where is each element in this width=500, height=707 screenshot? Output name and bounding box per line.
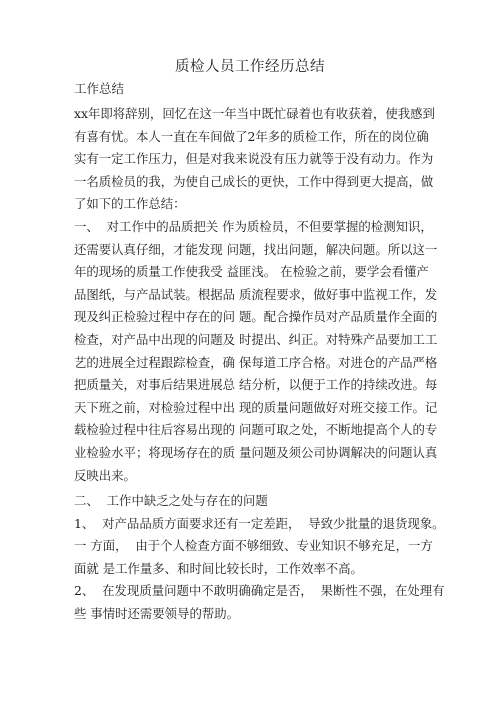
- text-line: 一名质检员的我，为使自己成长的更快，工作中得到更大提高，做: [74, 173, 434, 189]
- text-line: 二、 工作中缺乏之处与存在的问题: [74, 493, 268, 509]
- text-line: 实有一定工作压力，但是对我来说没有压力就等于没有动力。作为: [74, 151, 434, 167]
- text-line: 艺的进展全过程跟踪检查，确 保每道工序合格。对进仓的产品严格: [74, 354, 438, 370]
- text-line: 有喜有忧。本人一直在车间做了2年多的质检工作，所在的岗位确: [74, 128, 429, 144]
- text-line: 检查，对产品中出现的问题及 时提出、纠正。对特殊产品要加工工: [74, 331, 438, 347]
- text-line: 天下班之前，对检验过程中出 现的质量问题做好对班交接工作。记: [74, 399, 438, 415]
- section-heading: 工作总结: [74, 81, 125, 96]
- text-line: 一 方面， 由于个人检查方面不够细致、专业知识不够充足，一方: [74, 538, 433, 554]
- text-line: 一、 对工作中的品质把关 作为质检员，不但要掌握的检测知识，: [74, 218, 433, 234]
- text-line: 载检验过程中往后容易出现的 问题可取之处，不断地提高个人的专: [74, 422, 438, 438]
- text-line: 1、 对产品品质方面要求还有一定差距， 导致少批量的退货现象。: [74, 515, 445, 531]
- text-line: 业检验水平；将现场存在的质 量问题及须公司协调解决的问题认真: [74, 444, 438, 460]
- document-body: [74, 103, 445, 626]
- text-line: 把质量关，对事后结果进展总 结分析，以便于工作的持续改进。每: [74, 377, 438, 393]
- text-line: 反映出来。: [74, 467, 136, 483]
- text-line: 现及纠正检验过程中存在的问 题。配合操作员对产品质量作全面的: [74, 309, 438, 325]
- text-line: xx年即将辞别，回忆在这一年当中既忙碌着也有收获着，使我感到: [74, 106, 435, 121]
- text-line: 了如下的工作总结：: [74, 196, 186, 212]
- text-line: 面就 是工作量多、和时间比较长时，工作效率不高。: [74, 560, 363, 576]
- text-line: 年的现场的质量工作使我受 益匪浅。 在检验之前，要学会看懂产: [74, 264, 429, 280]
- page-title: 质检人员工作经历总结: [175, 59, 325, 75]
- text-line: 还需要认真仔细，才能发现 问题，找出问题，解决问题。所以这一: [74, 241, 438, 257]
- text-line: 些 事情时还需要领导的帮助。: [74, 606, 240, 622]
- text-line: 品图纸，与产品试装。根据品 质流程要求，做好事中监视工作，发: [74, 286, 438, 302]
- text-line: 2、 在发现质量问题中不敢明确确定是否， 果断性不强，在处理有: [74, 583, 445, 599]
